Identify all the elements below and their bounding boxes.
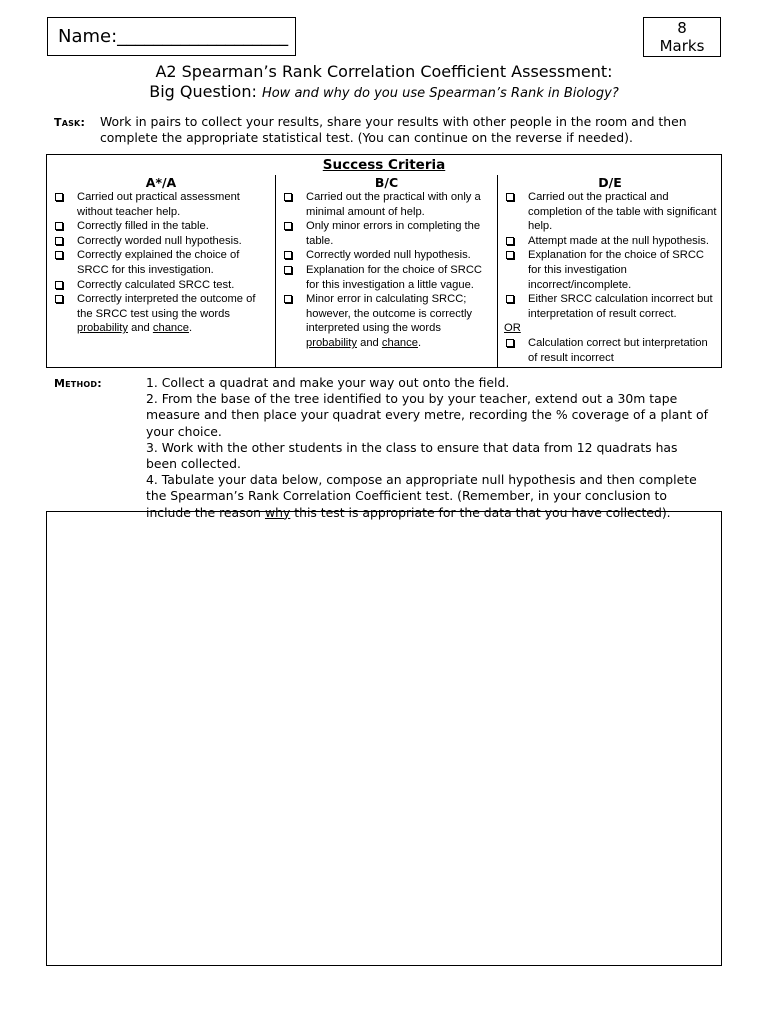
criteria-item: Correctly calculated SRCC test. [47,278,275,293]
checkbox-icon[interactable] [284,222,292,230]
checkbox-icon[interactable] [55,222,63,230]
checkbox-icon[interactable] [506,193,514,201]
criteria-item: Only minor errors in completing the table. [276,219,497,248]
method-steps [146,375,711,521]
criteria-item: Carried out practical assessment without teacher help. [47,190,275,219]
criteria-item: Correctly filled in the table. [47,219,275,234]
big-question [149,82,618,101]
checkbox-icon[interactable] [55,237,63,245]
criteria-item: Correctly worded null hypothesis. [47,234,275,249]
criteria-column-d-e [497,175,722,367]
checkbox-icon[interactable] [284,193,292,201]
criteria-item: Correctly explained the choice of SRCC for this investigation. [47,248,275,277]
criteria-item: Carried out the practical with only a minimal amount of help. [276,190,497,219]
grade-heading: B/C [374,175,399,190]
criteria-item: Explanation for the choice of SRCC for this investigation incorrect/incomplete. [498,248,722,292]
method-label: Method: [54,377,102,390]
criteria-item: Correctly worded null hypothesis. [276,248,497,263]
marks-word: Marks [659,37,705,55]
checkbox-icon[interactable] [284,251,292,259]
method-step-1: 1. Collect a quadrat and make your way out onto the field. [146,375,510,390]
criteria-item: Minor error in calculating SRCC; however, the outcome is correctly interpreted using the words probability and chance. [276,292,497,350]
checkbox-icon[interactable] [55,251,63,259]
title-line: A2 Spearman’s Rank Correlation Coefficient Assessment: [155,62,613,81]
checkbox-icon[interactable] [506,251,514,259]
criteria-item: Calculation correct but interpretation of result incorrect [498,336,722,365]
criteria-item: Attempt made at the null hypothesis. [498,234,722,249]
grade-heading: D/E [598,175,622,190]
method-step-2: 2. From the base of the tree identified to you by your teacher, extend out a 30m tape measure and then place your quadrat every metre, recording the % coverage of a plant of your choice. [146,391,708,439]
marks-number: 8 [677,19,687,37]
name-label: Name:___________________ [58,26,289,47]
checkbox-icon[interactable] [506,339,514,347]
success-criteria-title: Success Criteria [322,157,446,173]
criteria-column-a-star-a [47,175,275,367]
criteria-item: Carried out the practical and completion of the table with significant help. [498,190,722,234]
task-text: Work in pairs to collect your results, share your results with other people in the room and then complete the appropriate statistical test. (You can continue on the reverse if needed). [100,114,687,145]
success-criteria-table [46,154,722,368]
checkbox-icon[interactable] [55,295,63,303]
big-question-text: How and why do you use Spearman’s Rank in Biology? [261,86,619,101]
big-question-label: Big Question: [149,82,262,101]
page-title [0,62,768,104]
method-step-4: 4. Tabulate your data below, compose an appropriate null hypothesis and then complete the Spearman’s Rank Correlation Coefficient test. (Remember, in your conclusion to include the reason why this test is appropriate for the data that you have collected). [146,472,697,520]
grade-heading: A*/A [145,175,177,190]
checkbox-icon[interactable] [55,281,63,289]
marks-box [643,17,721,57]
checkbox-icon[interactable] [55,193,63,201]
checkbox-icon[interactable] [284,266,292,274]
criteria-column-b-c [275,175,497,367]
checkbox-icon[interactable] [506,237,514,245]
method-step-3: 3. Work with the other students in the class to ensure that data from 12 quadrats has been collected. [146,439,678,472]
name-field[interactable] [47,17,296,56]
task-label: Task: [54,116,86,129]
criteria-item: Either SRCC calculation incorrect but interpretation of result correct. [498,292,722,321]
or-separator: OR [504,322,521,335]
criteria-item: Correctly interpreted the outcome of the SRCC test using the words probability and chance. [47,292,275,336]
criteria-item: Explanation for the choice of SRCC for this investigation a little vague. [276,263,497,292]
checkbox-icon[interactable] [284,295,292,303]
answer-area[interactable] [46,511,722,966]
checkbox-icon[interactable] [506,295,514,303]
